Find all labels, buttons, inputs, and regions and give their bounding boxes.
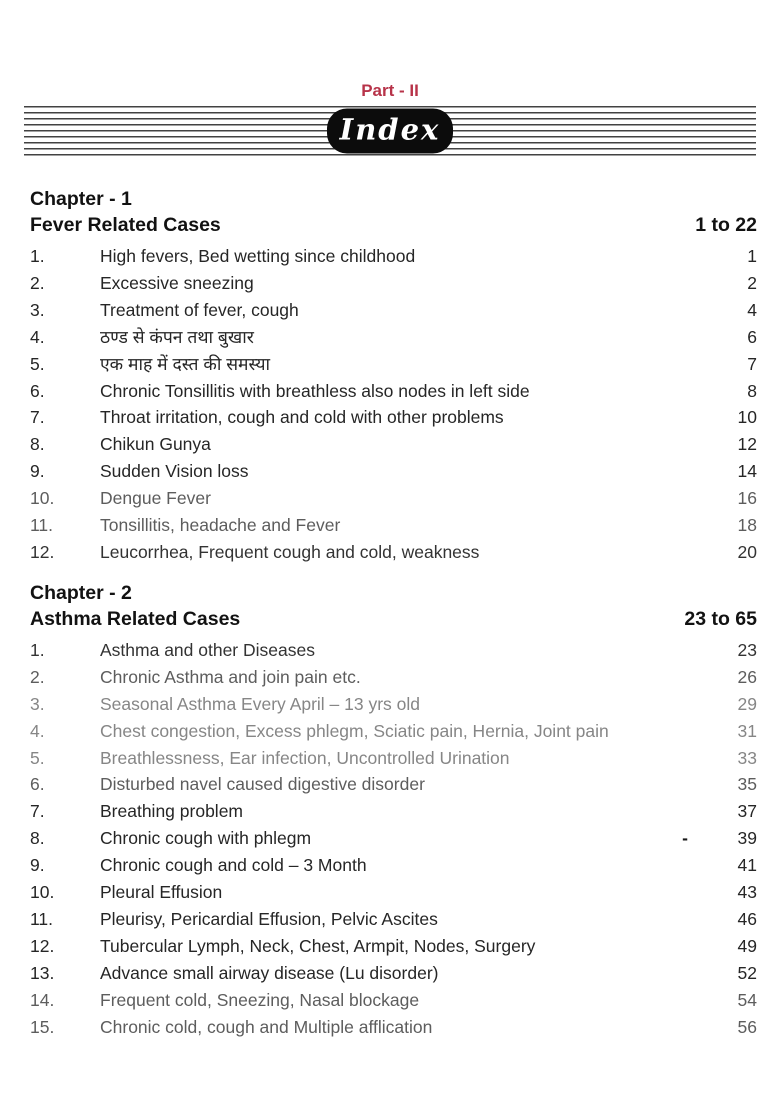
entry-title: Dengue Fever (100, 488, 211, 509)
chapter-1-section (30, 188, 757, 566)
entry-page: 14 (737, 461, 757, 482)
entry-page: 35 (737, 774, 757, 795)
index-entry (30, 243, 757, 270)
entry-page: 8 (747, 380, 757, 401)
entry-title: Chronic Asthma and join pain etc. (100, 666, 361, 687)
entry-page: 54 (737, 989, 757, 1010)
entry-number: 5. (30, 747, 45, 768)
part-label: Part - II (361, 81, 419, 100)
entry-page: 31 (737, 720, 757, 741)
entry-number: 13. (30, 962, 55, 983)
entry-number: 1. (30, 639, 45, 660)
entry-page: 26 (737, 666, 757, 687)
entry-number: 11. (30, 515, 54, 536)
entry-page: 37 (737, 801, 757, 822)
chapter-subtitle-row (30, 214, 757, 237)
entry-number: 9. (30, 461, 45, 482)
entry-number: 4. (30, 720, 45, 741)
index-entry (30, 960, 757, 987)
entry-title: Chronic cough and cold – 3 Month (100, 855, 367, 876)
entry-page: 23 (737, 639, 757, 660)
chapter-title: Chapter - 1 (30, 188, 132, 210)
entry-page: 29 (737, 693, 757, 714)
entry-title: Leucorrhea, Frequent cough and cold, weakness (100, 541, 480, 562)
entry-title: Sudden Vision loss (100, 461, 249, 482)
entry-number: 14. (30, 989, 55, 1010)
index-entry (30, 879, 757, 906)
index-entry (30, 297, 757, 324)
entry-title: Breathlessness, Ear infection, Uncontrolled Urination (100, 747, 510, 768)
entry-title: Chikun Gunya (100, 434, 211, 455)
entry-number: 12. (30, 541, 55, 562)
entry-page: 20 (737, 541, 757, 562)
entry-number: 10. (30, 488, 55, 509)
index-entry (30, 404, 757, 431)
entry-page: 43 (737, 882, 757, 903)
entry-page: 1 (747, 246, 757, 266)
entry-number: 3. (30, 693, 45, 714)
index-entry (30, 458, 757, 485)
entry-title: Seasonal Asthma Every April – 13 yrs old (100, 693, 421, 714)
entry-number: 12. (30, 935, 55, 956)
entry-title: Chronic cough with phlegm (100, 828, 312, 849)
ruled-lines-band (24, 106, 756, 156)
index-entry (30, 771, 757, 798)
index-entry (30, 637, 757, 664)
index-entry (30, 270, 757, 297)
entry-title: Asthma and other Diseases (100, 639, 315, 660)
entry-page: 6 (747, 326, 757, 347)
entry-title: Throat irritation, cough and cold with other problems (100, 407, 504, 428)
index-entry (30, 825, 757, 852)
index-entry (30, 691, 757, 718)
index-entry (30, 351, 757, 378)
entry-title: Pleural Effusion (100, 882, 223, 903)
entry-page: 41 (737, 855, 757, 876)
entry-number: 2. (30, 272, 45, 293)
entry-title: एक माह में दस्त की समस्या (100, 353, 271, 374)
entry-title: Tubercular Lymph, Neck, Chest, Armpit, Nodes, Surgery (100, 935, 536, 956)
index-entry (30, 933, 757, 960)
index-badge (327, 109, 453, 154)
entry-number: 6. (30, 380, 45, 401)
entry-title: Chronic cold, cough and Multiple afflication (100, 1016, 433, 1037)
entry-title: Excessive sneezing (100, 272, 254, 293)
index-badge-label: Index (339, 112, 441, 147)
index-entry (30, 906, 757, 933)
entry-number: 9. (30, 855, 45, 876)
index-entry (30, 512, 757, 539)
entry-page: 56 (737, 1016, 757, 1037)
chapter-2-entries (30, 637, 757, 1041)
entry-number: 8. (30, 434, 45, 455)
index-entry (30, 539, 757, 566)
index-entry (30, 664, 757, 691)
chapter-2-section (30, 582, 757, 1041)
index-entry (30, 324, 757, 351)
dash-mark: - (682, 828, 688, 849)
entry-number: 1. (30, 246, 45, 266)
entry-number: 11. (30, 908, 54, 929)
entry-number: 5. (30, 353, 45, 374)
entry-page: 52 (737, 962, 757, 983)
entry-number: 2. (30, 666, 45, 687)
chapter-1-entries (30, 243, 757, 566)
entry-page: 39 (737, 828, 757, 849)
entry-page: 12 (737, 434, 757, 455)
entry-page: 4 (747, 299, 757, 320)
entry-title: Tonsillitis, headache and Fever (100, 515, 341, 536)
entry-page: 33 (737, 747, 757, 768)
index-entry (30, 378, 757, 405)
entry-number: 3. (30, 299, 45, 320)
entry-title: Disturbed navel caused digestive disorder (100, 774, 425, 795)
entry-number: 6. (30, 774, 45, 795)
entry-title: Frequent cold, Sneezing, Nasal blockage (100, 989, 420, 1010)
index-entry (30, 798, 757, 825)
entry-title: Treatment of fever, cough (100, 299, 299, 320)
entry-number: 15. (30, 1016, 55, 1037)
chapter-subtitle-row (30, 608, 757, 631)
entry-title: High fevers, Bed wetting since childhood (100, 246, 416, 266)
entry-page: 7 (747, 353, 757, 374)
entry-title: Breathing problem (100, 801, 243, 822)
entry-page: 18 (737, 515, 757, 536)
index-entry (30, 1014, 757, 1041)
entry-number: 7. (30, 801, 45, 822)
chapter-subtitle: Asthma Related Cases (30, 607, 241, 630)
entry-number: 7. (30, 407, 45, 428)
chapter-page-range: 1 to 22 (695, 214, 757, 236)
entry-page: 2 (747, 272, 757, 293)
entry-page: 10 (737, 407, 757, 428)
entry-title: Chronic Tonsillitis with breathless also nodes in left side (100, 380, 530, 401)
index-entry (30, 745, 757, 772)
entry-title: ठण्ड से कंपन तथा बुखार (100, 326, 254, 347)
index-entry (30, 431, 757, 458)
index-entry (30, 718, 757, 745)
entry-page: 46 (737, 908, 757, 929)
entry-number: 4. (30, 326, 45, 347)
chapter-page-range: 23 to 65 (684, 607, 757, 630)
index-entry (30, 852, 757, 879)
entry-title: Pleurisy, Pericardial Effusion, Pelvic Ascites (100, 908, 438, 929)
entry-number: 8. (30, 828, 45, 849)
entry-title: Chest congestion, Excess phlegm, Sciatic pain, Hernia, Joint pain (100, 720, 609, 741)
chapter-subtitle: Fever Related Cases (30, 214, 221, 236)
entry-title: Advance small airway disease (Lu disorder) (100, 962, 439, 983)
entry-number: 10. (30, 882, 55, 903)
index-entry (30, 987, 757, 1014)
chapter-title: Chapter - 2 (30, 581, 132, 604)
entry-page: 16 (737, 488, 757, 509)
index-content (0, 188, 780, 1040)
entry-page: 49 (737, 935, 757, 956)
index-entry (30, 485, 757, 512)
